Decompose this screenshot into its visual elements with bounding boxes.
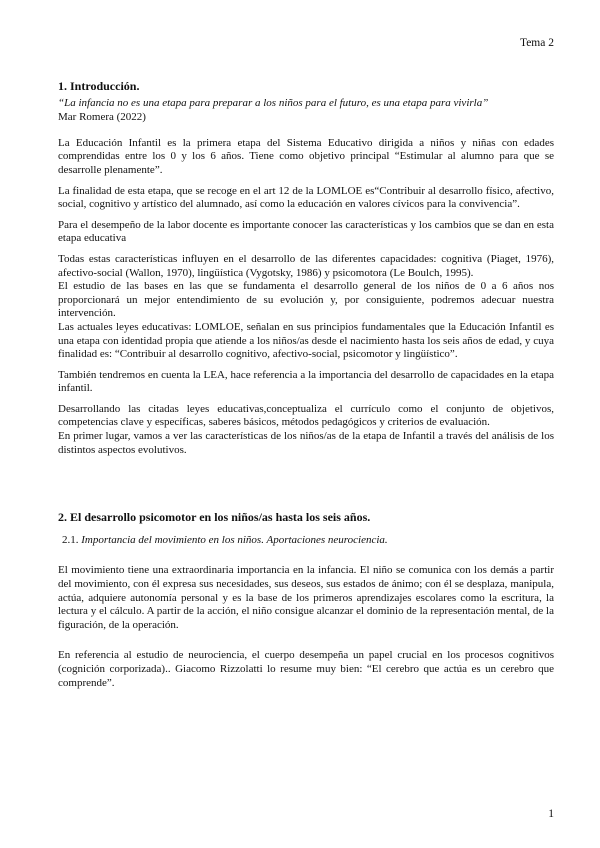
paragraph: Para el desempeño de la labor docente es importante conocer las características y los cambios que se dan en esta etapa educativa — [58, 218, 554, 245]
paragraph: En primer lugar, vamos a ver las características de los niños/as de la etapa de Infantil a través del análisis de los distintos aspectos evolutivos. — [58, 430, 554, 456]
paragraph: Desarrollando las citadas leyes educativas,conceptualiza el currículo como el conjunto de objetivos, competencias clave y específicas, saberes básicos, métodos pedagógicos y criterios de evaluación. — [58, 402, 554, 429]
paragraph: La finalidad de esta etapa, que se recoge en el art 12 de la LOMLOE es“Contribuir al desarrollo físico, afectivo, social, cognitivo y artístico del alumnado, así como la educación en valores cívicos para la convivencia”. — [58, 184, 554, 211]
quote-author: Mar Romera (2022) — [58, 111, 146, 124]
paragraph: Todas estas características influyen en el desarrollo de las diferentes capacidades: cognitiva (Piaget, 1976), afectivo-social (Wallon, 1970), lingüística (Vygotsky, 1986) y psicomotora (Le Boulch, 1995). — [58, 252, 554, 279]
section-1-title: 1. Introducción. — [58, 79, 140, 93]
subsection-2-1-heading — [62, 534, 554, 548]
subsection-title: Importancia del movimiento en los niños. Aportaciones neurociencia. — [81, 533, 388, 546]
section-2-title: 2. El desarrollo psicomotor en los niños/as hasta los seis años. — [58, 510, 371, 525]
paragraph: El movimiento tiene una extraordinaria importancia en la infancia. El niño se comunica con los demás a partir del movimiento, con él expresa sus necesidades, sus deseos, sus estados de ánimo; con él se desplaza, manipula, actúa, adquiere autonomía personal y es la base de los primeros aprendizajes escolares como la escritura, la lectura y el cálculo. A partir de la acción, el niño consigue alcanzar el dominio de la representación mental, de la figuración, de la operación. — [58, 564, 554, 631]
page-content — [58, 80, 554, 697]
paragraph: La Educación Infantil es la primera etapa del Sistema Educativo dirigida a niños y niñas con edades comprendidas entre los 0 y los 6 años. Tiene como objetivo principal “Estimular al alumno para que se desarrolle plenamente”. — [58, 136, 554, 176]
paragraph: En referencia al estudio de neurociencia, el cuerpo desempeña un papel crucial en los procesos cognitivos (cognición corporizada).. Giacomo Rizzolatti lo resume muy bien: “El cerebro que actúa es un cerebro que comprende”. — [58, 649, 554, 689]
page-number: 1 — [548, 808, 554, 820]
paragraph: El estudio de las bases en las que se fundamenta el desarrollo general de los niños de 0 a 6 años nos proporcionará un mejor entendimiento de su evolución y, por consiguiente, podremos adecuar nuestra intervención. — [58, 280, 554, 320]
opening-quote: “La infancia no es una etapa para preparar a los niños para el futuro, es una etapa para vivirla” — [58, 96, 489, 109]
paragraph: También tendremos en cuenta la LEA, hace referencia a la importancia del desarrollo de capacidades en la etapa infantil. — [58, 368, 554, 395]
paragraph: Las actuales leyes educativas: LOMLOE, señalan en sus principios fundamentales que la Educación Infantil es una etapa con identidad propia que atiende a los niños/as desde el nacimiento hasta los seis años de edad, y cuya finalidad es: “Contribuir al desarrollo cognitivo, afectivo-social, psicomotor y lingüístico”. — [58, 320, 554, 361]
page-header-topic: Tema 2 — [519, 37, 554, 49]
subsection-number: 2.1. — [62, 533, 79, 546]
